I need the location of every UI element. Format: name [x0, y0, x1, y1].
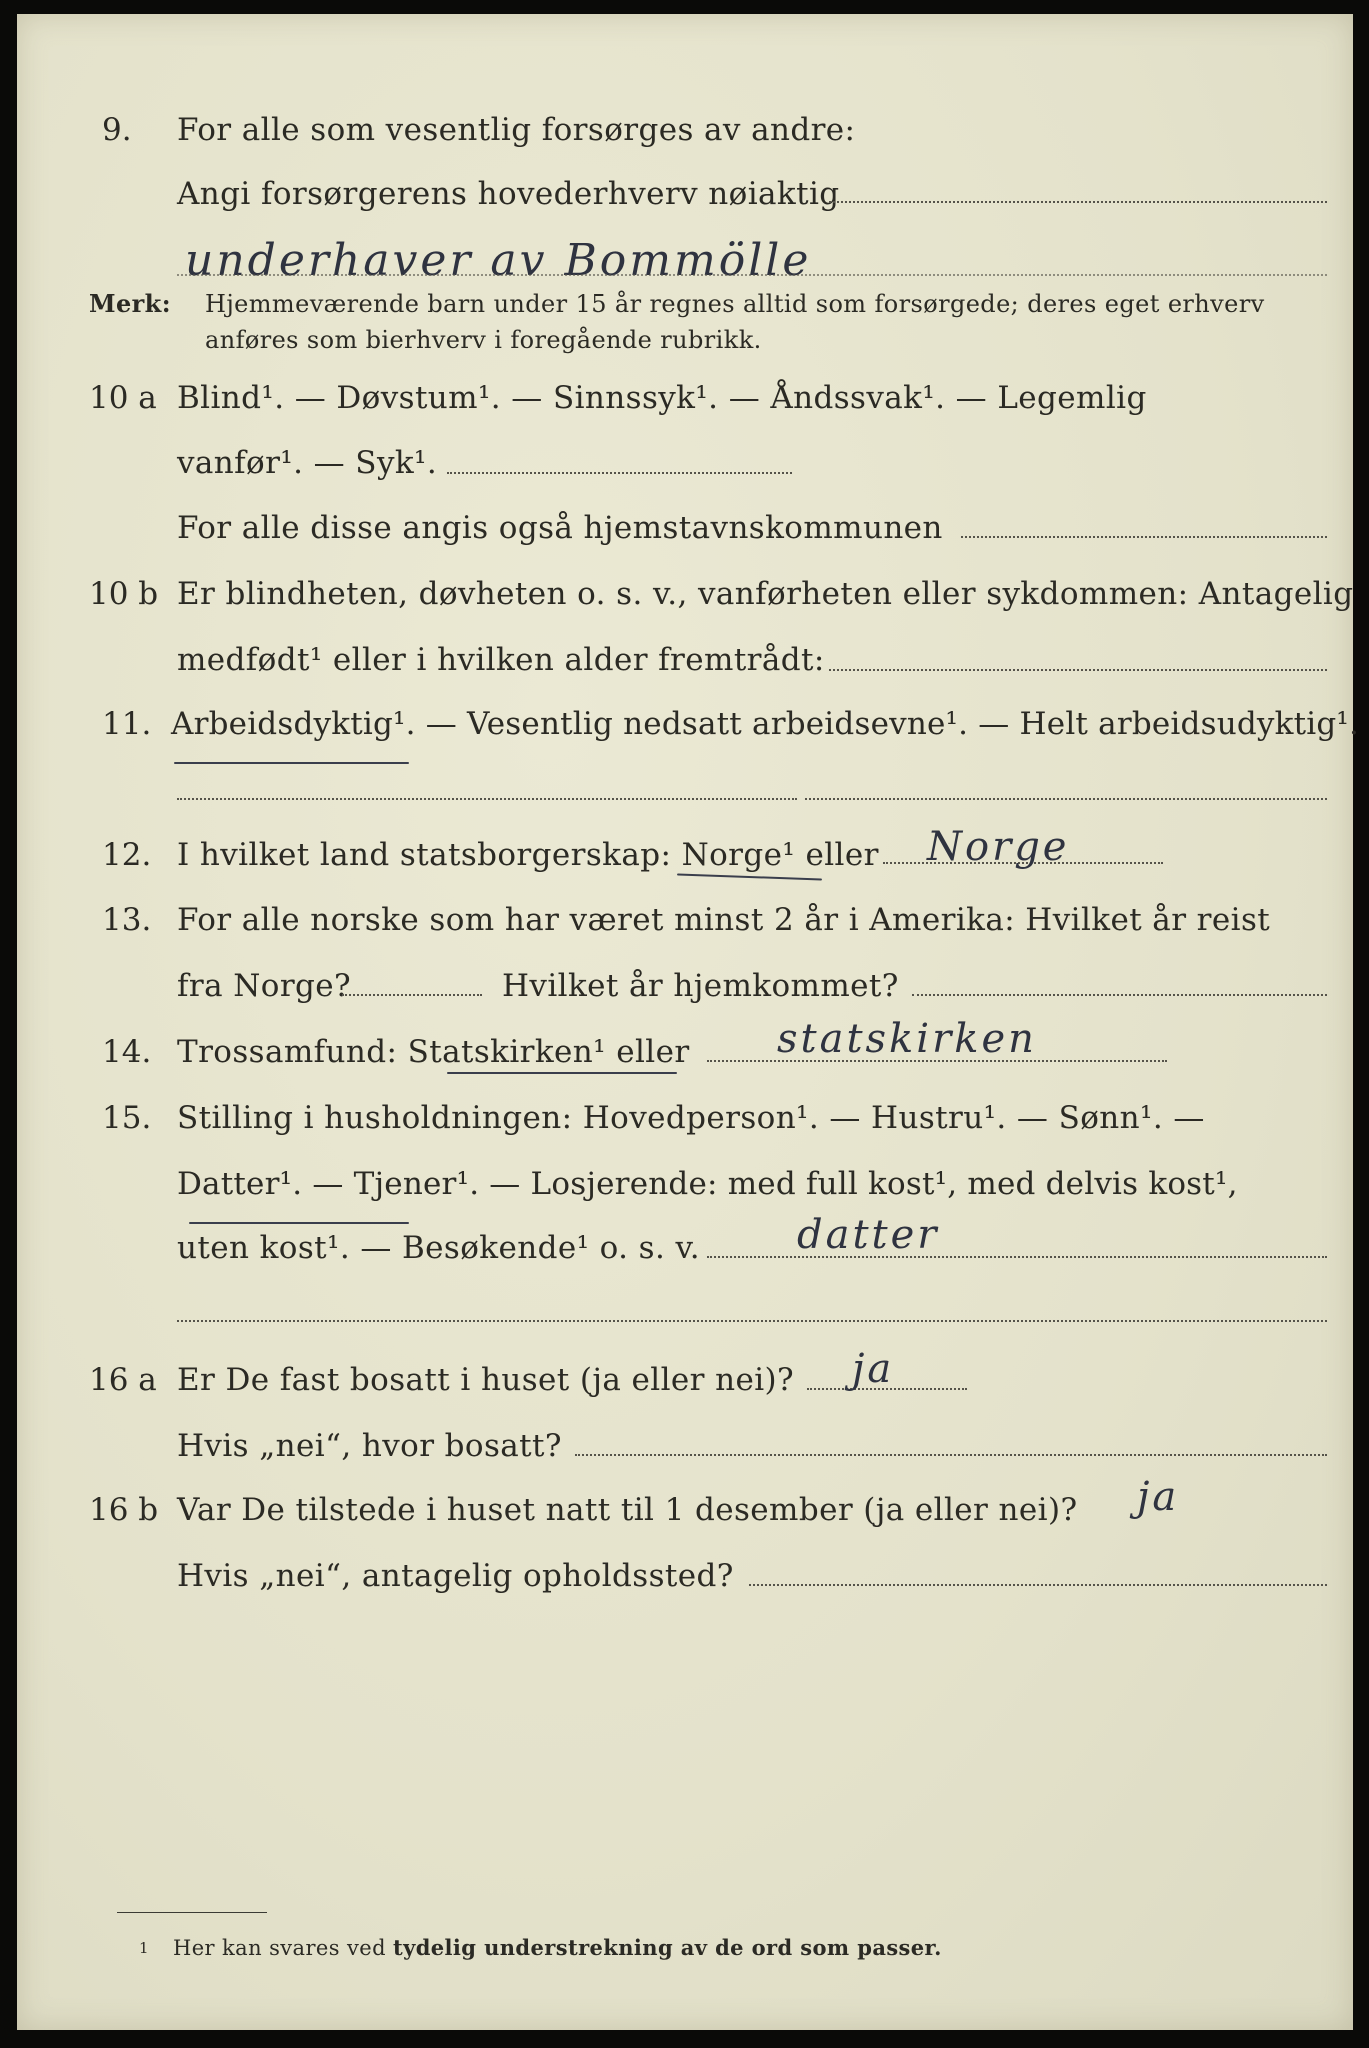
q16a-handwritten-answer: ja — [852, 1346, 895, 1392]
footnote-mark: 1 — [139, 1939, 149, 1957]
q12-handwritten-answer: Norge — [927, 824, 1070, 870]
q16a-bosatt-dotted-line — [575, 1454, 1327, 1456]
q11-dotted-line-left — [177, 798, 797, 800]
merk-label: Merk: — [89, 289, 171, 318]
q15-question-line2: Datter¹. — Tjener¹. — Losjerende: med full kost¹, med delvis kost¹, — [177, 1166, 1238, 1202]
q11-question-line1: Arbeidsdyktig¹. — Vesentlig nedsatt arbeidsevne¹. — Helt arbeidsudyktig¹. — [171, 706, 1360, 742]
q16a-question-line2: Hvis „nei“, hvor bosatt? — [177, 1428, 562, 1464]
q15-handwritten-answer: datter — [797, 1212, 940, 1258]
q14-statskirken-underline — [447, 1072, 677, 1074]
q11-number: 11. — [102, 706, 152, 742]
q16b-handwritten-answer: ja — [1137, 1474, 1180, 1520]
q12-number: 12. — [102, 837, 152, 873]
q15-second-dotted-line — [177, 1320, 1327, 1322]
q10b-number: 10 b — [89, 576, 159, 612]
q16b-question-line1: Var De tilstede i huset natt til 1 desember (ja eller nei)? — [177, 1492, 1078, 1528]
q9-number: 9. — [102, 112, 132, 148]
merk-text-line1: Hjemmeværende barn under 15 år regnes alltid som forsørgede; deres eget erhverv — [205, 290, 1265, 318]
q15-question-line1: Stilling i husholdningen: Hovedperson¹. — Hustru¹. — Sønn¹. — — [177, 1100, 1205, 1136]
q9-question-line1: For alle som vesentlig forsørges av andre: — [177, 112, 856, 148]
q15-datter-underline — [189, 1222, 409, 1224]
q15-number: 15. — [102, 1100, 152, 1136]
q10a-question-line1: Blind¹. — Døvstum¹. — Sinnssyk¹. — Åndssvak¹. — Legemlig — [177, 380, 1147, 416]
q10a-syk-dotted-line — [447, 472, 792, 474]
q10b-question-line2: medfødt¹ eller i hvilken alder fremtrådt: — [177, 642, 825, 678]
q13-question-line2a: fra Norge? — [177, 968, 352, 1004]
q9-answer-dotted-line — [829, 201, 1327, 203]
q14-handwritten-answer: statskirken — [777, 1016, 1037, 1062]
merk-text-line2: anføres som bierhverv i foregående rubrikk. — [205, 326, 762, 354]
q16b-opholdssted-dotted-line — [749, 1584, 1327, 1586]
q13-question-line1: For alle norske som har været minst 2 år i Amerika: Hvilket år reist — [177, 902, 1271, 938]
q16a-number: 16 a — [89, 1362, 157, 1398]
q10a-hjemstavn-dotted-line — [961, 536, 1327, 538]
q14-number: 14. — [102, 1034, 152, 1070]
q13-year-left-dotted-line — [342, 994, 482, 996]
q15-question-line3: uten kost¹. — Besøkende¹ o. s. v. — [177, 1230, 700, 1266]
q16b-number: 16 b — [89, 1492, 159, 1528]
q9-question-line2: Angi forsørgerens hovederhverv nøiaktig — [177, 176, 840, 212]
q11-dotted-line-right — [805, 798, 1327, 800]
q13-number: 13. — [102, 902, 152, 938]
q13-question-line2b: Hvilket år hjemkommet? — [502, 968, 899, 1004]
q10a-question-line3: For alle disse angis også hjemstavnskommunen — [177, 510, 943, 546]
q10b-question-line1: Er blindheten, døvheten o. s. v., vanførheten eller sykdommen: Antagelig — [177, 576, 1354, 612]
footnote-text-plain: Her kan svares ved — [173, 1936, 386, 1960]
footnote-text — [173, 1934, 942, 1962]
footnote-text-bold: tydelig understrekning av de ord som passer. — [393, 1935, 942, 1960]
q11-arbeidsdyktig-underline — [174, 762, 409, 764]
q12-question-line1: I hvilket land statsborgerskap: Norge¹ eller — [177, 837, 879, 873]
q10a-number: 10 a — [89, 380, 157, 416]
q10b-dotted-line — [829, 669, 1327, 671]
q10a-question-line2: vanfør¹. — Syk¹. — [177, 445, 438, 481]
census-form-page — [17, 14, 1360, 2030]
q9-handwritten-answer: underhaver av Bommölle — [185, 235, 812, 286]
q9-answer-line — [177, 274, 1327, 276]
q13-year-returned-dotted-line — [912, 994, 1327, 996]
q16b-question-line2: Hvis „nei“, antagelig opholdssted? — [177, 1558, 734, 1594]
q16a-question-line1: Er De fast bosatt i huset (ja eller nei)? — [177, 1362, 795, 1398]
q14-question-line1: Trossamfund: Statskirken¹ eller — [177, 1034, 690, 1070]
footnote-rule — [117, 1912, 267, 1913]
